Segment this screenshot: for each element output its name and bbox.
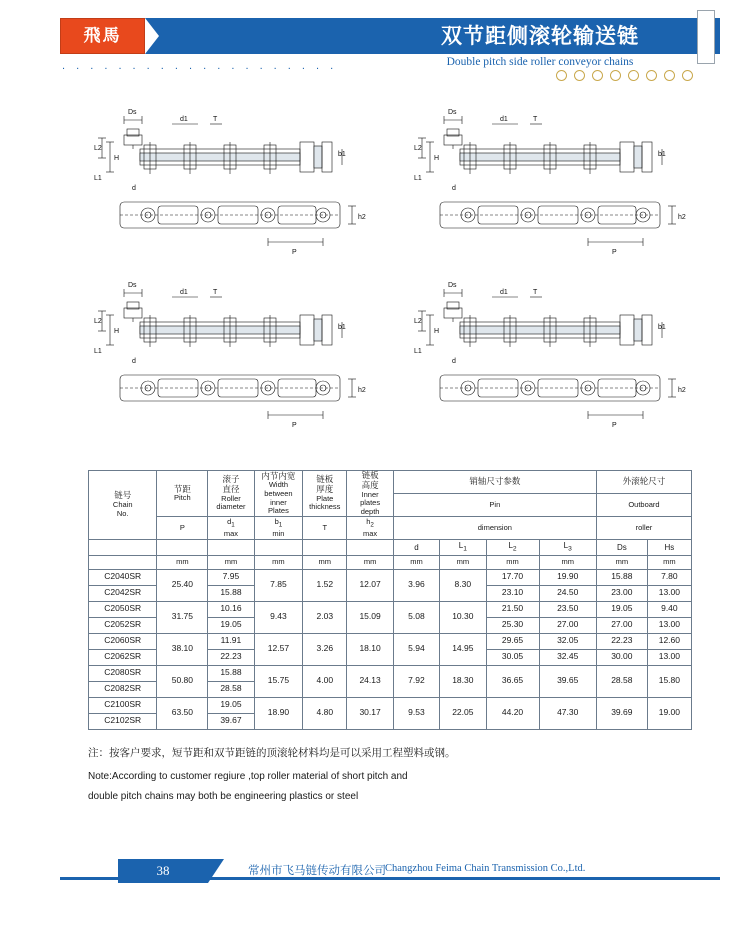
svg-text:L2: L2 bbox=[94, 318, 102, 325]
unit-roller: mm bbox=[208, 555, 254, 569]
cell-roller: 15.88 bbox=[208, 665, 254, 681]
cell-l2: 21.50 bbox=[486, 601, 539, 617]
th-pin-en: Pin bbox=[489, 500, 501, 510]
note-english-line2: double pitch chains may both be engineering plastics or steel bbox=[88, 791, 359, 802]
cell-l2: 36.65 bbox=[486, 665, 539, 697]
svg-text:L1: L1 bbox=[94, 348, 102, 355]
cell-l3: 32.05 bbox=[539, 633, 596, 649]
unit-hs: mm bbox=[647, 555, 691, 569]
cell-plate: 4.80 bbox=[303, 697, 347, 729]
cell-l1: 22.05 bbox=[440, 697, 486, 729]
svg-text:H: H bbox=[114, 155, 120, 162]
cell-ds: 15.88 bbox=[596, 569, 647, 585]
svg-text:L2: L2 bbox=[94, 145, 102, 152]
th-width-en: Width between inner Plates bbox=[264, 480, 293, 516]
th-depth-cn: 链板 高度 bbox=[361, 470, 379, 490]
cell-l1: 14.95 bbox=[440, 633, 486, 665]
svg-text:H: H bbox=[114, 328, 120, 335]
circle-icon bbox=[682, 70, 693, 81]
th-pin-l3: $L_3$ bbox=[539, 539, 596, 555]
th-outboard-group-cn: 外滚轮尺寸 bbox=[622, 476, 666, 487]
cell-hs: 9.40 bbox=[647, 601, 691, 617]
unit-pitch: mm bbox=[157, 555, 208, 569]
th-outboard-en: Outboard bbox=[628, 500, 660, 510]
technical-drawings bbox=[60, 100, 720, 445]
th-plate-en: Plate thickness bbox=[309, 493, 341, 512]
circle-icon bbox=[610, 70, 621, 81]
header-right-tab bbox=[697, 10, 715, 64]
cell-l2: 44.20 bbox=[486, 697, 539, 729]
cell-roller: 19.05 bbox=[208, 697, 254, 713]
cell-d: 3.96 bbox=[393, 569, 439, 601]
circle-icon bbox=[628, 70, 639, 81]
page-number: 38 bbox=[118, 859, 208, 883]
svg-text:Ds: Ds bbox=[448, 282, 457, 289]
cell-chain: C2062SR bbox=[89, 649, 157, 665]
cell-l1: 10.30 bbox=[440, 601, 486, 633]
circle-icon bbox=[664, 70, 675, 81]
th-chain-cn: 链号 bbox=[114, 490, 132, 501]
th-depth-en: Inner plates depth bbox=[360, 489, 381, 516]
cell-l2: 29.65 bbox=[486, 633, 539, 649]
cell-l3: 23.50 bbox=[539, 601, 596, 617]
note-english-line1: Note:According to customer regiure ,top roller material of short pitch and bbox=[88, 771, 408, 782]
cell-ds: 23.00 bbox=[596, 585, 647, 601]
cell-ds: 27.00 bbox=[596, 617, 647, 633]
svg-text:h2: h2 bbox=[678, 214, 686, 221]
cell-chain: C2040SR bbox=[89, 569, 157, 585]
th-width-sym: $b_1$ min bbox=[272, 517, 285, 539]
cell-l2: 23.10 bbox=[486, 585, 539, 601]
cell-depth: 24.13 bbox=[347, 665, 393, 697]
cell-pitch: 38.10 bbox=[157, 633, 208, 665]
cell-hs: 13.00 bbox=[647, 585, 691, 601]
page-footer bbox=[0, 855, 745, 895]
table-row bbox=[89, 601, 692, 617]
svg-text:b1: b1 bbox=[658, 324, 666, 331]
cell-depth: 15.09 bbox=[347, 601, 393, 633]
table-row bbox=[89, 569, 692, 585]
unit-l2: mm bbox=[486, 555, 539, 569]
cell-plate: 2.03 bbox=[303, 601, 347, 633]
chain-diagram-top-right bbox=[400, 102, 720, 272]
th-outboard-ds: Ds bbox=[596, 539, 647, 555]
th-chain-en: Chain bbox=[112, 500, 133, 510]
svg-text:Ds: Ds bbox=[128, 282, 137, 289]
svg-text:P: P bbox=[292, 422, 297, 429]
svg-text:d: d bbox=[452, 185, 456, 192]
th-pin-l2: $L_2$ bbox=[486, 539, 539, 555]
cell-roller: 28.58 bbox=[208, 681, 254, 697]
cell-pitch: 50.80 bbox=[157, 665, 208, 697]
notes-block bbox=[88, 745, 692, 811]
th-pin-group-cn: 销轴尺寸参数 bbox=[469, 476, 521, 487]
cell-roller: 39.67 bbox=[208, 713, 254, 729]
th-chain-no: No. bbox=[116, 508, 129, 518]
brand-logo: 飛馬 bbox=[64, 22, 141, 50]
cell-l3: 19.90 bbox=[539, 569, 596, 585]
cell-roller: 11.91 bbox=[208, 633, 254, 649]
table-row bbox=[89, 697, 692, 713]
svg-text:L1: L1 bbox=[414, 175, 422, 182]
unit-plate: mm bbox=[303, 555, 347, 569]
svg-text:b1: b1 bbox=[658, 151, 666, 158]
svg-text:H: H bbox=[434, 328, 440, 335]
th-pitch-sym: P bbox=[179, 523, 185, 533]
svg-text:b1: b1 bbox=[338, 324, 346, 331]
cell-ds: 19.05 bbox=[596, 601, 647, 617]
table-unit-row bbox=[89, 555, 692, 569]
th-pitch-cn: 节距 bbox=[173, 483, 191, 494]
th-roller-cn: 滚子 直径 bbox=[222, 474, 240, 495]
cell-roller: 7.95 bbox=[208, 569, 254, 585]
cell-chain: C2080SR bbox=[89, 665, 157, 681]
svg-text:T: T bbox=[213, 289, 218, 296]
cell-chain: C2050SR bbox=[89, 601, 157, 617]
cell-l2: 30.05 bbox=[486, 649, 539, 665]
cell-d: 5.94 bbox=[393, 633, 439, 665]
svg-text:d1: d1 bbox=[180, 116, 188, 123]
cell-depth: 18.10 bbox=[347, 633, 393, 665]
svg-text:h2: h2 bbox=[358, 387, 366, 394]
cell-width: 18.90 bbox=[254, 697, 303, 729]
cell-chain: C2060SR bbox=[89, 633, 157, 649]
footer-badge-tail bbox=[208, 859, 224, 883]
chain-diagram-top-left bbox=[80, 102, 400, 272]
cell-pitch: 63.50 bbox=[157, 697, 208, 729]
svg-text:d: d bbox=[132, 358, 136, 365]
cell-roller: 15.88 bbox=[208, 585, 254, 601]
svg-text:Ds: Ds bbox=[448, 109, 457, 116]
svg-text:d1: d1 bbox=[180, 289, 188, 296]
unit-l3: mm bbox=[539, 555, 596, 569]
table-header-row-1 bbox=[89, 471, 692, 494]
cell-roller: 10.16 bbox=[208, 601, 254, 617]
cell-d: 9.53 bbox=[393, 697, 439, 729]
table-row bbox=[89, 633, 692, 649]
th-plate-cn: 链板 厚度 bbox=[316, 474, 334, 495]
svg-text:T: T bbox=[533, 289, 538, 296]
cell-hs: 7.80 bbox=[647, 569, 691, 585]
table-symbol-row bbox=[89, 539, 692, 555]
cell-pitch: 31.75 bbox=[157, 601, 208, 633]
th-roller-en: Roller diameter bbox=[216, 493, 246, 512]
cell-width: 12.57 bbox=[254, 633, 303, 665]
cell-l3: 39.65 bbox=[539, 665, 596, 697]
header-dot-rule: . . . . . . . . . . . . . . . . . . . . bbox=[62, 60, 338, 72]
svg-text:d: d bbox=[452, 358, 456, 365]
svg-text:P: P bbox=[612, 422, 617, 429]
specification-table bbox=[88, 470, 692, 730]
svg-text:h2: h2 bbox=[358, 214, 366, 221]
svg-text:L2: L2 bbox=[414, 318, 422, 325]
cell-chain: C2102SR bbox=[89, 713, 157, 729]
svg-text:d1: d1 bbox=[500, 116, 508, 123]
page-title-en: Double pitch side roller conveyor chains bbox=[446, 56, 634, 68]
cell-plate: 1.52 bbox=[303, 569, 347, 601]
svg-text:P: P bbox=[612, 249, 617, 256]
svg-text:L1: L1 bbox=[414, 348, 422, 355]
cell-d: 5.08 bbox=[393, 601, 439, 633]
th-pin-l1: $L_1$ bbox=[440, 539, 486, 555]
specification-table-wrapper bbox=[88, 470, 692, 730]
cell-ds: 30.00 bbox=[596, 649, 647, 665]
cell-l1: 8.30 bbox=[440, 569, 486, 601]
cell-ds: 22.23 bbox=[596, 633, 647, 649]
cell-depth: 30.17 bbox=[347, 697, 393, 729]
cell-l3: 47.30 bbox=[539, 697, 596, 729]
circle-icon bbox=[592, 70, 603, 81]
header-arrow-icon bbox=[145, 18, 159, 54]
th-depth-sym: $h_2$ max bbox=[362, 517, 378, 539]
th-width-cn: 内节内宽 bbox=[261, 470, 296, 481]
cell-l3: 32.45 bbox=[539, 649, 596, 665]
cell-width: 7.85 bbox=[254, 569, 303, 601]
th-pin-d: d bbox=[393, 539, 439, 555]
svg-text:d: d bbox=[132, 185, 136, 192]
svg-text:L1: L1 bbox=[94, 175, 102, 182]
cell-chain: C2042SR bbox=[89, 585, 157, 601]
cell-width: 15.75 bbox=[254, 665, 303, 697]
chain-diagram-bottom-left bbox=[80, 275, 400, 445]
svg-text:P: P bbox=[292, 249, 297, 256]
circle-icon bbox=[556, 70, 567, 81]
page-title-cn: 双节距侧滚轮输送链 bbox=[441, 24, 639, 48]
cell-plate: 3.26 bbox=[303, 633, 347, 665]
cell-plate: 4.00 bbox=[303, 665, 347, 697]
th-plate-sym: T bbox=[322, 523, 328, 533]
cell-hs: 15.80 bbox=[647, 665, 691, 697]
chain-diagram-bottom-right bbox=[400, 275, 720, 445]
unit-depth: mm bbox=[347, 555, 393, 569]
company-name-en: Changzhou Feima Chain Transmission Co.,Ltd. bbox=[385, 863, 586, 874]
th-pin-dimension: dimension bbox=[477, 523, 512, 533]
circle-icon bbox=[646, 70, 657, 81]
cell-l3: 24.50 bbox=[539, 585, 596, 601]
cell-roller: 22.23 bbox=[208, 649, 254, 665]
svg-text:h2: h2 bbox=[678, 387, 686, 394]
cell-pitch: 25.40 bbox=[157, 569, 208, 601]
cell-hs: 19.00 bbox=[647, 697, 691, 729]
svg-text:T: T bbox=[213, 116, 218, 123]
cell-hs: 13.00 bbox=[647, 649, 691, 665]
svg-text:b1: b1 bbox=[338, 151, 346, 158]
svg-text:d1: d1 bbox=[500, 289, 508, 296]
cell-width: 9.43 bbox=[254, 601, 303, 633]
note-chinese: 注：按客户要求，短节距和双节距链的顶滚轮材料均是可以采用工程塑料或钢。 bbox=[88, 747, 456, 759]
page-header bbox=[0, 0, 745, 92]
cell-hs: 13.00 bbox=[647, 617, 691, 633]
cell-d: 7.92 bbox=[393, 665, 439, 697]
cell-hs: 12.60 bbox=[647, 633, 691, 649]
table-row bbox=[89, 665, 692, 681]
svg-text:L2: L2 bbox=[414, 145, 422, 152]
svg-text:Ds: Ds bbox=[128, 109, 137, 116]
unit-d: mm bbox=[393, 555, 439, 569]
cell-l2: 25.30 bbox=[486, 617, 539, 633]
svg-text:H: H bbox=[434, 155, 440, 162]
cell-l3: 27.00 bbox=[539, 617, 596, 633]
cell-depth: 12.07 bbox=[347, 569, 393, 601]
unit-chain bbox=[89, 555, 157, 569]
th-outboard-roller: roller bbox=[635, 523, 653, 533]
cell-chain: C2100SR bbox=[89, 697, 157, 713]
unit-l1: mm bbox=[440, 555, 486, 569]
table-header-row-3 bbox=[89, 517, 692, 539]
circle-icon bbox=[574, 70, 585, 81]
cell-chain: C2082SR bbox=[89, 681, 157, 697]
cell-roller: 19.05 bbox=[208, 617, 254, 633]
unit-ds: mm bbox=[596, 555, 647, 569]
cell-ds: 28.58 bbox=[596, 665, 647, 697]
cell-l2: 17.70 bbox=[486, 569, 539, 585]
header-circles-decoration bbox=[556, 70, 693, 81]
th-roller-sym: $d_1$ max bbox=[223, 517, 239, 539]
cell-chain: C2052SR bbox=[89, 617, 157, 633]
th-outboard-hs: Hs bbox=[647, 539, 691, 555]
th-pitch-en: Pitch bbox=[174, 493, 191, 503]
svg-text:T: T bbox=[533, 116, 538, 123]
company-name-cn: 常州市飞马链传动有限公司 bbox=[248, 863, 386, 877]
unit-width: mm bbox=[254, 555, 303, 569]
cell-ds: 39.69 bbox=[596, 697, 647, 729]
cell-l1: 18.30 bbox=[440, 665, 486, 697]
